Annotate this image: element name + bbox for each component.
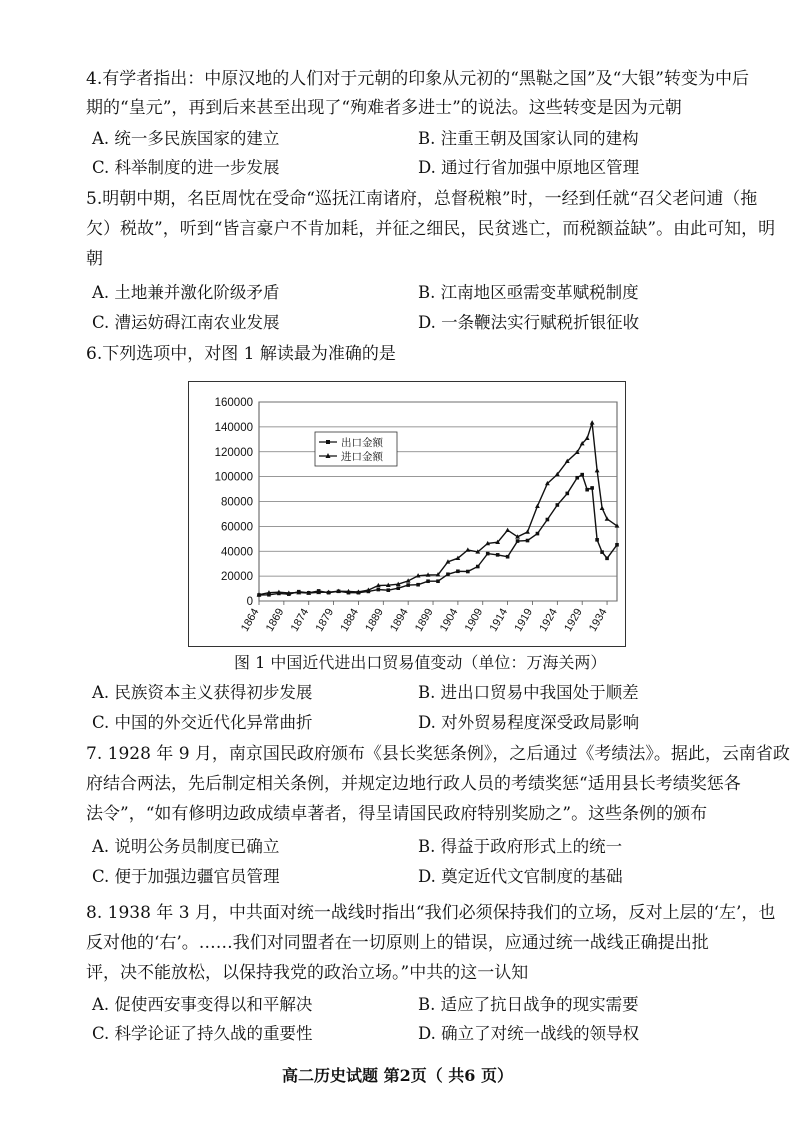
export-data-point xyxy=(466,570,470,574)
question-7-option-b[interactable]: B. 得益于政府形式上的统一 xyxy=(418,837,623,856)
figure-1-chart xyxy=(188,381,626,647)
import-data-point xyxy=(505,528,510,532)
export-data-point xyxy=(486,552,490,556)
question-6-option-c[interactable]: C. 中国的外交近代化异常曲折 xyxy=(92,713,313,732)
legend-square-marker xyxy=(326,440,330,444)
y-tick-label: 20000 xyxy=(221,571,253,584)
y-tick-label: 60000 xyxy=(221,521,253,534)
export-data-point xyxy=(526,539,530,543)
question-5-line-3: 朝 xyxy=(86,249,103,269)
import-data-point xyxy=(525,529,530,533)
x-tick-label: 1869 xyxy=(263,606,287,634)
x-tick-label: 1894 xyxy=(388,606,411,634)
question-5-option-b[interactable]: B. 江南地区亟需变革赋税制度 xyxy=(418,283,639,302)
x-tick-label: 1884 xyxy=(338,606,362,634)
question-4-option-a[interactable]: A. 统一多民族国家的建立 xyxy=(92,129,280,148)
export-data-point xyxy=(456,569,460,573)
export-series-line xyxy=(259,475,617,595)
x-tick-label: 1874 xyxy=(288,606,312,634)
question-7-option-d[interactable]: D. 奠定近代文官制度的基础 xyxy=(418,867,623,886)
y-tick-label: 140000 xyxy=(214,421,253,434)
question-5-option-a[interactable]: A. 土地兼并激化阶级矛盾 xyxy=(92,283,280,302)
x-tick-label: 1934 xyxy=(587,606,610,634)
export-data-point xyxy=(386,588,390,592)
y-tick-label: 120000 xyxy=(214,446,253,459)
question-7-line-2: 府结合两法，先后制定相关条例，并规定边地行政人员的考绩奖惩“适用县长考绩奖惩各 xyxy=(86,774,741,794)
import-data-point xyxy=(605,516,610,520)
question-8-line-2: 反对他的‘右’。……我们对同盟者在一切原则上的错误，应通过统一战线正确提出批 xyxy=(86,933,709,953)
figure-1-caption: 图 1 中国近代进出口贸易值变动（单位：万海关两） xyxy=(234,653,607,672)
question-6-option-d[interactable]: D. 对外贸易程度深受政局影响 xyxy=(418,713,640,732)
x-tick-label: 1919 xyxy=(512,606,536,634)
page-footer: 高二历史试题 第2页（ 共6 页） xyxy=(282,1066,513,1085)
import-series-line xyxy=(259,423,617,595)
question-5-option-c[interactable]: C. 漕运妨碍江南农业发展 xyxy=(92,313,280,332)
export-data-point xyxy=(536,532,540,536)
question-5-line-2: 欠）税故”，听到“皆言豪户不肯加耗，并征之细民，民贫逃亡，而税额益缺”。由此可知，明 xyxy=(86,219,776,239)
export-data-point xyxy=(565,492,569,496)
import-data-point xyxy=(590,420,595,424)
legend-entry-label: 出口金额 xyxy=(341,437,383,449)
y-tick-label: 40000 xyxy=(221,546,253,559)
export-data-point xyxy=(615,543,619,547)
export-data-point xyxy=(426,579,430,583)
question-6-option-a[interactable]: A. 民族资本主义获得初步发展 xyxy=(92,683,313,702)
chart-canvas xyxy=(189,382,625,646)
question-8-option-b[interactable]: B. 适应了抗日战争的现实需要 xyxy=(418,995,639,1014)
x-tick-label: 1879 xyxy=(313,606,337,634)
x-tick-label: 1924 xyxy=(537,606,560,634)
export-data-point xyxy=(446,572,450,576)
y-tick-label: 0 xyxy=(246,596,253,608)
export-data-point xyxy=(516,539,520,543)
question-7-line-1: 7. 1928 年 9 月，南京国民政府颁布《县长奖惩条例》，之后通过《考绩法》。据此，云南省政 xyxy=(86,744,790,764)
import-data-point xyxy=(465,547,470,551)
export-data-point xyxy=(556,503,560,507)
question-7-option-c[interactable]: C. 便于加强边疆官员管理 xyxy=(92,867,280,886)
x-tick-label: 1904 xyxy=(437,606,461,634)
question-4-line-2: 期的“皇元”，再到后来甚至出现了“殉难者多进士”的说法。这些转变是因为元朝 xyxy=(86,98,682,118)
export-data-point xyxy=(590,486,594,490)
export-data-point xyxy=(476,565,480,569)
export-data-point xyxy=(605,557,609,561)
export-data-point xyxy=(496,553,500,557)
question-7-line-3: 法令”，“如有修明边政成绩卓著者，得呈请国民政府特别奖励之”。这些条例的颁布 xyxy=(86,804,708,824)
export-data-point xyxy=(416,583,420,587)
question-6-line-1: 6.下列选项中，对图 1 解读最为准确的是 xyxy=(86,344,396,364)
export-data-point xyxy=(585,488,589,492)
question-4-line-1: 4.有学者指出：中原汉地的人们对于元朝的印象从元初的“黑鞑之国”及“大银”转变为中后 xyxy=(86,69,749,89)
export-data-point xyxy=(580,473,584,477)
x-tick-label: 1929 xyxy=(562,606,585,634)
question-8-option-d[interactable]: D. 确立了对统一战线的领导权 xyxy=(418,1024,640,1043)
question-5-line-1: 5.明朝中期，名臣周忱在受命“巡抚江南诸府，总督税粮”时，一经到任就“召父老问逋（拖 xyxy=(86,189,758,209)
legend-entry-label: 进口金额 xyxy=(341,451,383,463)
question-4-option-b[interactable]: B. 注重王朝及国家认同的建构 xyxy=(418,129,639,148)
x-tick-label: 1899 xyxy=(412,606,436,634)
question-6-option-b[interactable]: B. 进出口贸易中我国处于顺差 xyxy=(418,683,639,702)
y-tick-label: 160000 xyxy=(214,397,253,409)
x-tick-label: 1889 xyxy=(363,606,386,634)
import-data-point xyxy=(535,504,540,508)
export-data-point xyxy=(595,538,599,542)
question-8-option-a[interactable]: A. 促使西安事变得以和平解决 xyxy=(92,995,313,1014)
y-tick-label: 80000 xyxy=(221,496,253,509)
question-4-option-c[interactable]: C. 科举制度的进一步发展 xyxy=(92,158,280,177)
question-5-option-d[interactable]: D. 一条鞭法实行赋税折银征收 xyxy=(418,313,640,332)
question-7-option-a[interactable]: A. 说明公务员制度已确立 xyxy=(92,837,280,856)
question-4-option-d[interactable]: D. 通过行省加强中原地区管理 xyxy=(418,158,640,177)
import-data-point xyxy=(595,468,600,472)
y-tick-label: 100000 xyxy=(214,471,253,484)
export-data-point xyxy=(600,550,604,554)
export-data-point xyxy=(436,579,440,583)
import-data-point xyxy=(585,436,590,440)
question-8-option-c[interactable]: C. 科学论证了持久战的重要性 xyxy=(92,1024,313,1043)
export-data-point xyxy=(506,555,510,559)
question-8-line-1: 8. 1938 年 3 月，中共面对统一战线时指出“我们必须保持我们的立场，反对上层的‘左’，也 xyxy=(86,903,776,923)
question-8-line-3: 评，决不能放松，以保持我党的政治立场。”中共的这一认知 xyxy=(86,963,529,983)
export-data-point xyxy=(546,518,550,522)
export-data-point xyxy=(396,586,400,590)
export-data-point xyxy=(377,588,381,592)
export-data-point xyxy=(406,583,410,587)
x-tick-label: 1909 xyxy=(462,606,486,634)
x-tick-label: 1914 xyxy=(487,606,511,634)
export-data-point xyxy=(575,476,579,480)
x-tick-label: 1864 xyxy=(238,606,262,634)
import-data-point xyxy=(600,506,605,510)
